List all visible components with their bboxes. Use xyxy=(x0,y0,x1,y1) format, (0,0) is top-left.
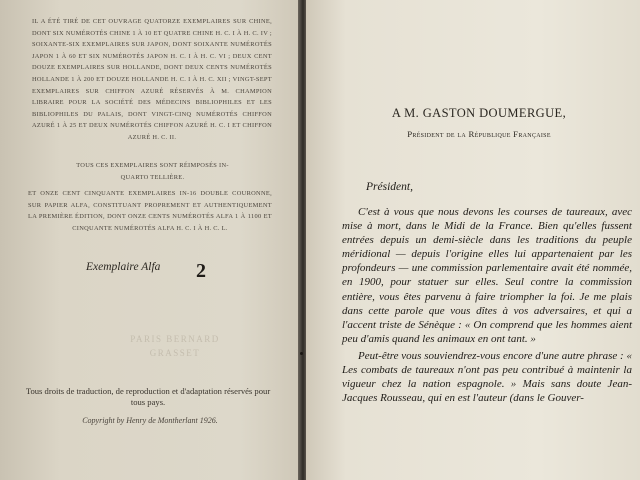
copyright-line: Copyright by Henry de Montherlant 1926. xyxy=(82,416,218,425)
print-run-colophon: IL A ÉTÉ TIRÉ DE CET OUVRAGE QUATORZE EXEMPLAIRES SUR CHINE, DONT SIX NUMÉROTÉS CHINE 1 À 10 ET QUATRE CHINE H. C. I À H. C. IV ; SOIXANTE-SIX EXEMPLAIRES SUR JAPON, DONT SOIXANTE NUMÉROTÉS JAPON 1 À 60 ET SIX NUMÉROTÉS JAPON H. C. I À H. C. VI ; DEUX CENT DOUZE EXEMPLAIRES SUR HOLLANDE, DONT DEUX CENTS NUMÉROTÉS HOLLANDE 1 À 200 ET DOUZE HOLLANDE H. C. I À H. C. XII ; VINGT-SEPT EXEMPLAIRES SUR CHIFFON AZURÉ RÉSERVÉS À M. CHAMPION LIBRAIRE POUR LA SOCIÉTÉ DES MÉDECINS BIBLIOPHILES ET LES BIBLIOPHILES DU PALAIS, DONT VINGT-CINQ NUMÉROTÉS CHIFFON AZURÉ 1 À 25 ET DEUX NUMÉROTÉS CHIFFON AZURÉ H. C. I ET CHIFFON AZURÉ H. C. II. xyxy=(32,18,272,141)
exemplaire-number: 2 xyxy=(196,260,206,282)
ink-dot xyxy=(300,352,303,355)
show-through-text: PARIS BERNARD GRASSET xyxy=(130,334,220,358)
alfa-edition-notice: ET ONZE CENT CINQUANTE EXEMPLAIRES IN-16 DOUBLE COURONNE, SUR PAPIER ALFA, CONSTITUANT PROPREMENT ET AUTHENTIQUEMENT LA PREMIÈRE ÉDITION, DONT ONZE CENTS NUMÉROTÉS ALFA 1 À 1100 ET CINQUANTE NUMÉROTÉS ALFA H. C. I À H. C. L. xyxy=(28,190,272,232)
dedication-name: A M. GASTON DOUMERGUE, xyxy=(391,106,567,120)
right-page xyxy=(306,0,640,480)
salutation: Président, xyxy=(366,181,413,193)
reimposition-notice: TOUS CES EXEMPLAIRES SONT RÉIMPOSÉS IN-QUARTO TELLIÈRE. xyxy=(76,162,229,181)
rights-notice: Tous droits de traduction, de reproduction et d'adaptation réservés pour tous pays. xyxy=(25,386,271,407)
body-paragraph: C'est à vous que nous devons les courses de taureaux, avec mise à mort, dans le Midi de la France. Bien qu'elles fussent entrées depuis un demi-siècle dans les traditions du peuple méridional — depuis l'origine elles lui appartenaient par les profondeurs — une commission parlementaire avait été nommée, en 1900, pour statuer sur elles. Seul contre la commission entière, vous êtes parvenu à faire triompher la foi. Je me plais dans cette parole que vous dîtes à vos adversaires, et qui a l'accent triste de Sénèque : « On comprend que les hommes aient peu d'amis quand les animaux en ont tant. » xyxy=(342,206,632,345)
dedication-letter-body xyxy=(342,205,632,405)
body-paragraph: Peut-être vous souviendrez-vous encore d'une autre phrase : « Les combats de taureaux n'ont pas peu contribué à maintenir la vigueur chez la nation espagnole. » Mais sans doute Jean-Jacques Rousseau, qui en est l'auteur (dans le Gouver- xyxy=(342,349,632,405)
left-page xyxy=(0,0,300,480)
exemplaire-label: Exemplaire Alfa xyxy=(86,261,161,273)
dedication-title: Président de la République Française xyxy=(407,129,551,139)
